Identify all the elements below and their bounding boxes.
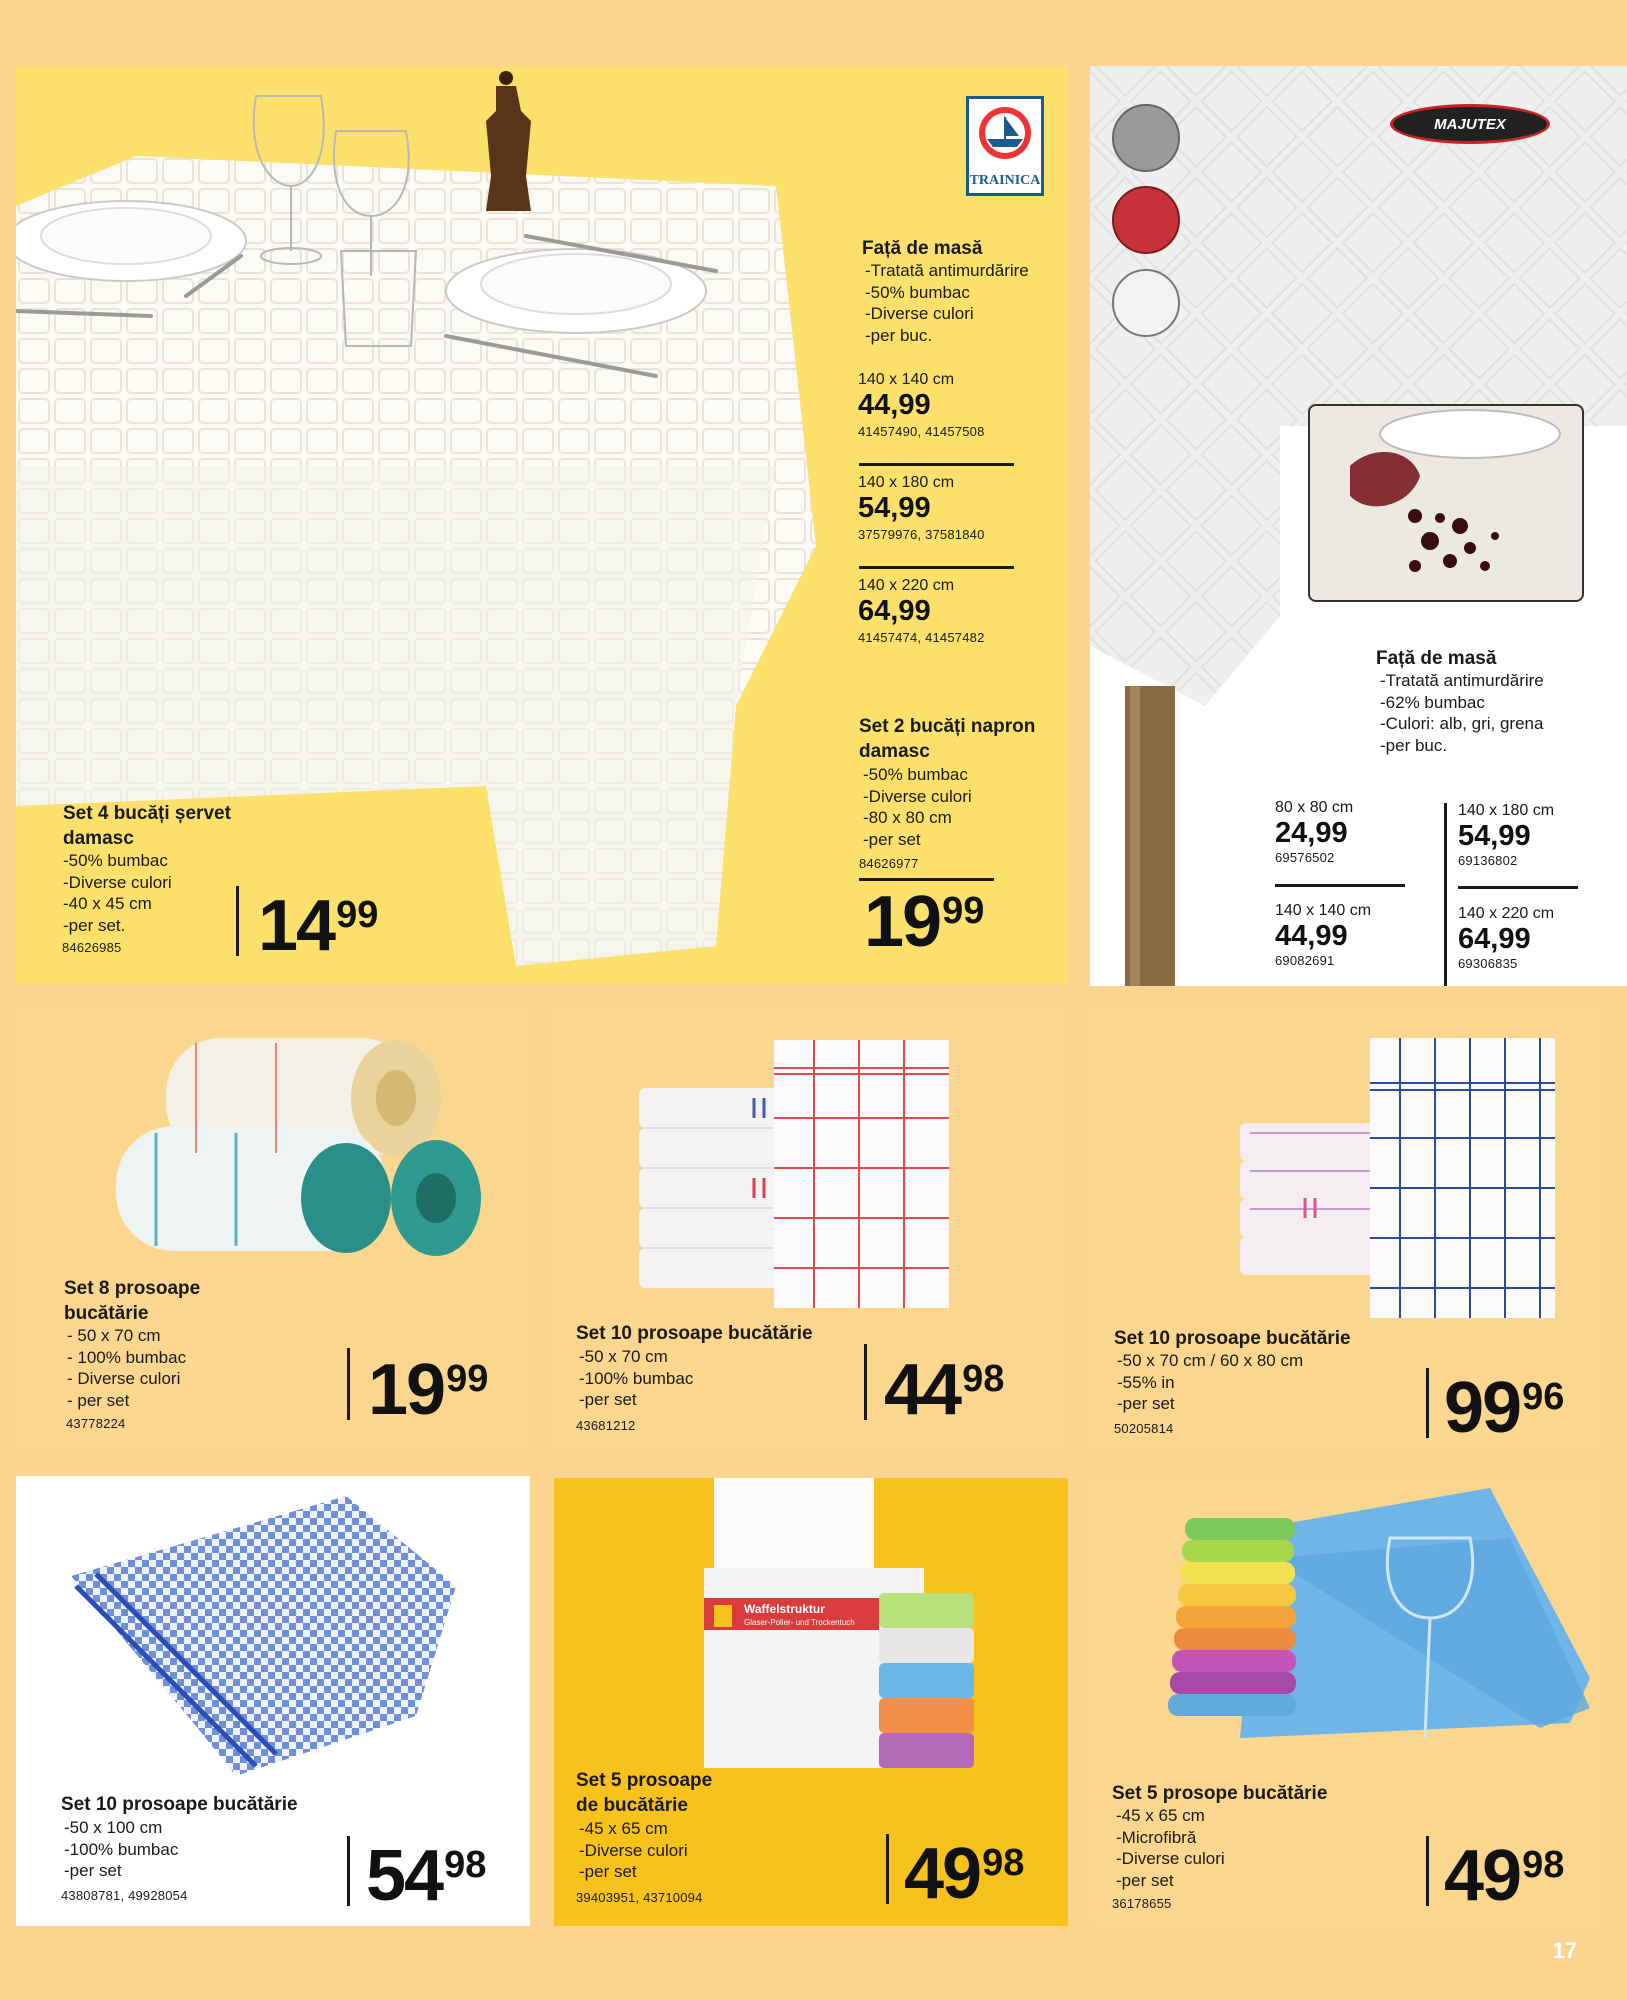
- size-option: [858, 474, 985, 542]
- feature-line: -50 x 100 cm: [64, 1818, 163, 1837]
- size-option: [1275, 799, 1353, 865]
- microfiber-towels-image: [1090, 1478, 1601, 1768]
- product-code: 84626977: [859, 856, 919, 871]
- feature-line: -per set: [1117, 1394, 1175, 1413]
- title-line: bucătărie: [64, 1303, 149, 1324]
- product-code: 41457490, 41457508: [858, 424, 985, 439]
- product-code: 41457474, 41457482: [858, 630, 985, 645]
- price-int: 99: [1444, 1368, 1521, 1448]
- feature-line: -Tratată antimurdărire: [1380, 671, 1544, 690]
- feature-line: -Diverse culori: [579, 1840, 688, 1860]
- product-price: [368, 1350, 489, 1430]
- price-divider: [1426, 1836, 1429, 1906]
- feature-line: - Diverse culori: [67, 1369, 181, 1388]
- size-price: 64,99: [1458, 923, 1531, 955]
- product-features: [1117, 1350, 1303, 1415]
- feature-line: -Tratată antimurdărire: [865, 261, 1029, 280]
- size-option: [858, 577, 985, 645]
- size-option: [1458, 802, 1554, 868]
- price-dec: 96: [1522, 1376, 1565, 1418]
- product-code: 69576502: [1275, 850, 1335, 865]
- checkered-towels-image: [554, 1008, 1068, 1308]
- title-line: Set 4 bucăți șervet: [63, 803, 231, 824]
- product-code: 69136802: [1458, 853, 1518, 868]
- size-label: 140 x 220 cm: [1458, 905, 1555, 922]
- feature-line: -Diverse culori: [63, 872, 172, 892]
- product-title: Set 10 prosoape bucătărie: [576, 1323, 813, 1344]
- title-line: damasc: [859, 741, 930, 762]
- wine-stain-image: [1310, 406, 1584, 602]
- product-title: Set 10 prosoape bucătărie: [61, 1794, 298, 1815]
- napkins-features: [63, 850, 172, 936]
- napkins-title: [63, 801, 231, 851]
- feature-line: -55% in: [1117, 1372, 1175, 1392]
- product-features: [67, 1325, 186, 1411]
- price-divider: [1426, 1368, 1429, 1438]
- price-divider: [347, 1348, 350, 1420]
- feature-line: -50% bumbac: [863, 765, 968, 784]
- size-option: [1275, 902, 1371, 968]
- waffle-towels-pack-image: [554, 1478, 1068, 1778]
- trainica-logo-text: TRAINICA: [969, 173, 1041, 188]
- majutex-title: Față de masă: [1376, 648, 1497, 669]
- price-dec: 99: [336, 894, 379, 936]
- price-int: 19: [368, 1350, 445, 1430]
- feature-line: -50% bumbac: [63, 851, 168, 870]
- price-dec: 98: [982, 1842, 1025, 1884]
- price-divider: [236, 886, 239, 956]
- price-int: 49: [904, 1834, 981, 1914]
- price-int: 49: [1444, 1836, 1521, 1916]
- feature-line: -50% bumbac: [865, 282, 970, 302]
- product-code: 43778224: [66, 1416, 126, 1431]
- feature-line: -100% bumbac: [64, 1839, 179, 1859]
- majutex-logo: [1390, 104, 1550, 144]
- product-price: [1444, 1368, 1565, 1448]
- color-swatch-grey: [1112, 104, 1180, 172]
- price-int: 19: [864, 882, 941, 962]
- trainica-logo: [966, 96, 1044, 196]
- price-dec: 98: [1522, 1844, 1565, 1886]
- size-label: 140 x 140 cm: [1275, 902, 1372, 919]
- title-line: Set 2 bucăți napron: [859, 716, 1036, 737]
- feature-line: -per set: [64, 1861, 122, 1880]
- divider: [859, 566, 1014, 569]
- size-option: [858, 371, 985, 439]
- feature-line: -per buc.: [865, 325, 933, 345]
- product-card-towels-5a: [554, 1478, 1068, 1926]
- product-code: 43681212: [576, 1418, 636, 1433]
- feature-line: -Culori: alb, gri, grena: [1380, 714, 1544, 733]
- rolled-towels-image: [16, 1008, 528, 1298]
- pack-sublabel: Glaser-Polier- und Trockentuch: [744, 1618, 855, 1627]
- napron-features: [863, 764, 972, 850]
- product-features: [579, 1346, 693, 1411]
- product-code: 84626985: [62, 940, 122, 955]
- title-line: Set 8 prosoape: [64, 1278, 201, 1299]
- product-features: [579, 1818, 688, 1883]
- feature-line: - 50 x 70 cm: [67, 1326, 161, 1345]
- feature-line: -80 x 80 cm: [863, 808, 952, 827]
- title-line: Set 5 prosoape: [576, 1770, 713, 1791]
- size-label: 140 x 140 cm: [858, 371, 955, 388]
- product-code: 37579976, 37581840: [858, 527, 985, 542]
- pack-label: Waffelstruktur: [744, 1602, 825, 1616]
- size-price: 24,99: [1275, 817, 1348, 849]
- price-int: 44: [884, 1350, 961, 1430]
- blue-check-towels-image: [1090, 1008, 1601, 1318]
- feature-line: -50 x 70 cm / 60 x 80 cm: [1117, 1351, 1304, 1370]
- product-price: [366, 1836, 487, 1916]
- size-price: 44,99: [858, 389, 931, 421]
- divider: [1444, 803, 1447, 986]
- feature-line: -per set.: [63, 915, 126, 935]
- product-price: [904, 1834, 1025, 1914]
- feature-line: -per set: [579, 1390, 637, 1409]
- product-features: [64, 1817, 178, 1882]
- product-card-towels-8: [16, 1008, 528, 1453]
- product-title: Set 10 prosoape bucătărie: [1114, 1328, 1351, 1349]
- product-code: 50205814: [1114, 1421, 1174, 1436]
- feature-line: -Diverse culori: [863, 786, 972, 806]
- feature-line: -Diverse culori: [1116, 1849, 1225, 1868]
- size-label: 140 x 180 cm: [858, 474, 955, 491]
- feature-line: -per buc.: [1380, 735, 1448, 755]
- size-price: 54,99: [1458, 820, 1531, 852]
- color-swatch-burgundy: [1112, 186, 1180, 254]
- stain-resistant-inset-photo: [1308, 404, 1584, 602]
- feature-line: -Diverse culori: [865, 304, 974, 323]
- size-price: 54,99: [858, 492, 931, 524]
- size-option: [1458, 905, 1554, 971]
- price-dec: 99: [942, 890, 985, 932]
- product-code: 36178655: [1112, 1896, 1172, 1911]
- product-title: [64, 1276, 200, 1326]
- product-card-towels-10a: [554, 1008, 1068, 1453]
- product-card-towels-10b: [1090, 1008, 1601, 1453]
- price-dec: 98: [962, 1358, 1005, 1400]
- price-int: 14: [258, 886, 335, 966]
- size-label: 80 x 80 cm: [1275, 799, 1354, 816]
- feature-line: -45 x 65 cm: [1116, 1806, 1205, 1825]
- feature-line: -per set: [579, 1862, 637, 1881]
- feature-line: -50 x 70 cm: [579, 1347, 668, 1366]
- color-swatch-white: [1112, 269, 1180, 337]
- size-label: 140 x 220 cm: [858, 577, 955, 594]
- product-price: [1444, 1836, 1565, 1916]
- page-number: 17: [1552, 1938, 1577, 1963]
- ship-icon: [969, 103, 1041, 163]
- divider: [859, 878, 994, 881]
- feature-line: -45 x 65 cm: [579, 1819, 668, 1838]
- product-code: 69082691: [1275, 953, 1335, 968]
- majutex-features: [1380, 670, 1544, 756]
- majutex-logo-text: MAJUTEX: [1434, 116, 1506, 133]
- divider: [1275, 884, 1405, 887]
- feature-line: -62% bumbac: [1380, 692, 1485, 712]
- napron-title: [859, 714, 1035, 764]
- product-card-towels-5b: [1090, 1478, 1601, 1926]
- title-line: de bucătărie: [576, 1795, 688, 1816]
- divider: [859, 463, 1014, 466]
- feature-line: -Microfibră: [1116, 1827, 1197, 1847]
- feature-line: - 100% bumbac: [67, 1347, 187, 1367]
- feature-line: -per set: [863, 829, 921, 849]
- feature-line: -per set: [1116, 1870, 1174, 1890]
- feature-line: -40 x 45 cm: [63, 894, 152, 913]
- tablecloth-features: [865, 260, 1029, 346]
- size-price: 64,99: [858, 595, 931, 627]
- product-price: [884, 1350, 1005, 1430]
- divider: [1458, 886, 1578, 889]
- title-line: damasc: [63, 828, 134, 849]
- product-title: Set 5 prosope bucătărie: [1112, 1783, 1328, 1804]
- napron-price: [864, 882, 985, 962]
- price-divider: [886, 1834, 889, 1904]
- price-divider: [864, 1344, 867, 1420]
- product-code: 43808781, 49928054: [61, 1888, 188, 1903]
- price-divider: [347, 1836, 350, 1906]
- price-dec: 98: [444, 1844, 487, 1886]
- product-title: [576, 1768, 712, 1818]
- feature-line: -100% bumbac: [579, 1368, 694, 1388]
- price-int: 54: [366, 1836, 443, 1916]
- tablecloth-napkin-panel: [16, 66, 1068, 984]
- majutex-tablecloth-panel: [1090, 66, 1627, 986]
- feature-line: - per set: [67, 1390, 130, 1410]
- product-code: 69306835: [1458, 956, 1518, 971]
- price-dec: 99: [446, 1358, 489, 1400]
- product-code: 39403951, 43710094: [576, 1890, 703, 1905]
- size-price: 44,99: [1275, 920, 1348, 952]
- product-features: [1116, 1805, 1225, 1891]
- tablecloth-title: Față de masă: [862, 238, 983, 259]
- blue-waffle-towels-image: [16, 1476, 530, 1786]
- napkins-price: [258, 886, 379, 966]
- product-card-towels-10c: [16, 1476, 530, 1926]
- size-label: 140 x 180 cm: [1458, 802, 1555, 819]
